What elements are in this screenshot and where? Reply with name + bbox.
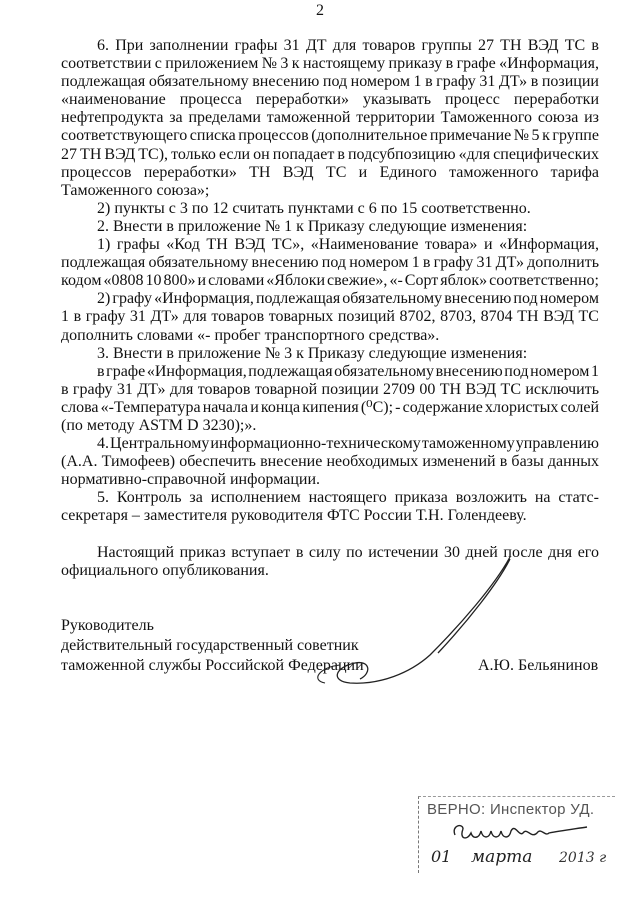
text-line: 1) графы «Код ТН ВЭД ТС», «Наименование товара» и «Информация, [97,236,599,254]
text-line: кодом «0808 10 800» и словами «Яблоки свежие», «- Сорт яблок» соответственно; [61,272,599,290]
text-line: Таможенного союза»; [61,181,210,199]
text-line: слова «-Температура начала и конца кипения (⁰С); - содержание хлористых солей [61,398,600,416]
text-line: Настоящий приказ вступает в силу по истечении 30 дней после дня его [97,543,599,561]
stamp-year: 2013 г [559,850,607,866]
text-line: нормативно-справочной информации. [61,471,321,489]
handwritten-signature [310,555,530,695]
text-line: 5. Контроль за исполнением настоящего приказа возложить на статс- [97,489,599,507]
text-line: 2. Внести в приложение № 1 к Приказу следующие изменения: [97,217,528,235]
handwritten-inspector-signature [449,821,589,845]
text-line: подлежащая обязательному внесению под номером 1 в графу 31 ДТ» в позиции [61,73,599,91]
page-number: 2 [316,2,324,19]
text-line: 2) графу «Информация, подлежащая обязательному внесению под номером [97,290,599,308]
text-line: официального опубликования. [61,561,269,579]
text-line: секретаря – заместителя руководителя ФТС России Т.Н. Голендееву. [61,507,527,525]
text-line: подлежащая обязательному внесению под номером 1 в графу 31 ДТ» дополнить [61,254,600,272]
signatory-line: Руководитель [61,617,154,634]
text-line: 3. Внести в приложение № 3 к Приказу следующие изменения: [97,344,528,362]
stamp-day: 01 [431,847,452,866]
text-line: соответствии с приложением № 3 к настоящему приказу в графе «Информация, [61,55,599,73]
text-line: «наименование процесса переработки» указывать процесс переработки [61,91,600,109]
signatory-line: действительный государственный советник [61,637,359,654]
spacer [61,526,599,544]
text-line: (по методу ASTM D 3230);». [61,416,257,434]
signatory-line: таможенной службы Российской Федерации [61,657,364,674]
certification-stamp [418,796,615,873]
text-line: соответствующего списка процессов (дополнительное примечание № 5 к группе [61,127,599,145]
stamp-date [419,847,615,869]
text-line: 2) пункты с 3 по 12 считать пунктами с 6 по 15 соответственно. [97,199,531,217]
text-line: (А.А. Тимофеев) обеспечить внесение необходимых изменений в базы данных [61,453,600,471]
text-line: процессов переработки» ТН ВЭД ТС и Единого таможенного тарифа [61,163,599,181]
text-line: нефтепродукта за пределами таможенной территории Таможенного союза из [61,109,599,127]
signatory-name: А.Ю. Бельянинов [478,657,599,674]
text-line: 27 ТН ВЭД ТС), только если он попадает в подсубпозицию «для специфических [61,145,599,163]
text-line: 1 в графу 31 ДТ» для товаров товарных позиций 8702, 8703, 8704 ТН ВЭД ТС [61,308,599,326]
text-line: в графе «Информация, подлежащая обязательному внесению под номером 1 [97,362,600,380]
document-body [61,37,599,580]
text-line: в графу 31 ДТ» для товаров товарной позиции 2709 00 ТН ВЭД ТС исключить [61,380,600,398]
text-line: дополнить словами «- пробег транспортного средства». [61,326,440,344]
text-line: 6. При заполнении графы 31 ДТ для товаров группы 27 ТН ВЭД ТС в [97,37,599,54]
stamp-title: ВЕРНО: Инспектор УД. [427,801,595,818]
stamp-month: марта [471,847,533,867]
text-line: 4. Центральному информационно-техническому таможенному управлению [97,435,599,453]
